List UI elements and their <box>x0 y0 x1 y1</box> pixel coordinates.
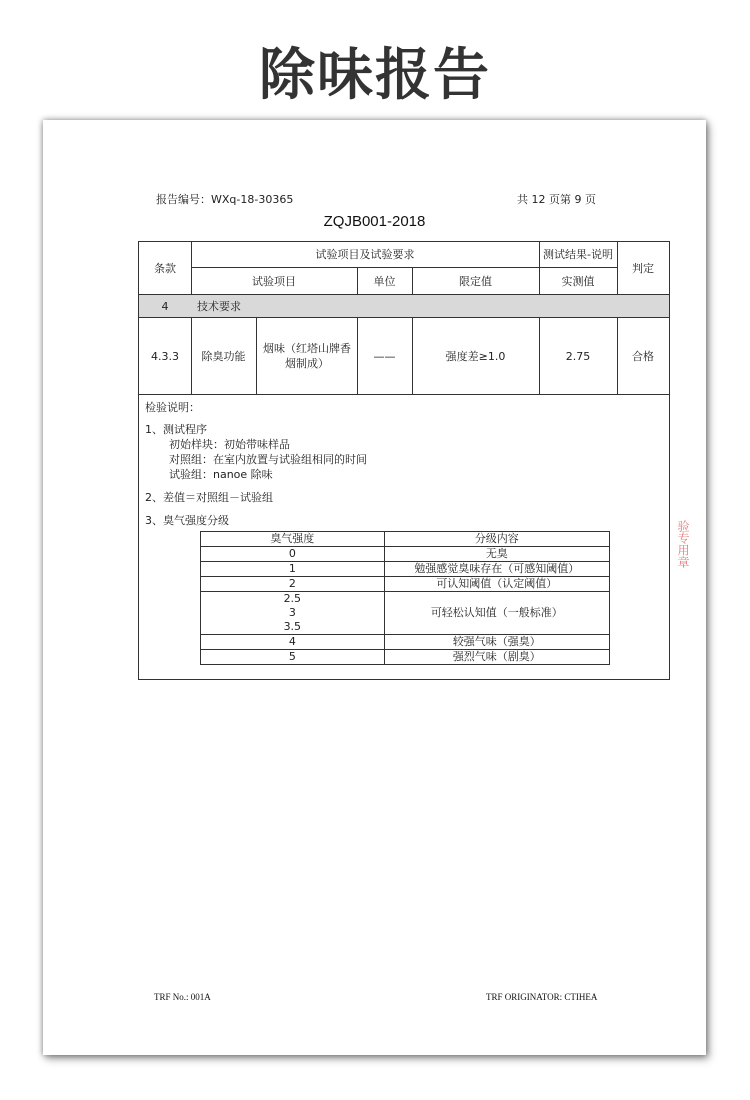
header-result-description: 测试结果-说明 <box>543 248 613 261</box>
stamp-text: 验专用章 <box>676 520 690 568</box>
odor-description: 可认知阈值（认定阈值） <box>384 577 609 592</box>
page-title: 除味报告 <box>259 43 491 108</box>
report-page <box>43 120 706 1055</box>
odor-description: 勉强感觉臭味存在（可感知阈值） <box>384 562 609 577</box>
notes-control-group: 对照组：在室内放置与试验组相同的时间 <box>169 453 367 466</box>
page-indicator: 共 12 页第 9 页 <box>517 193 596 206</box>
table-row <box>201 592 610 635</box>
section-title: 技术要求 <box>197 299 241 313</box>
odor-level: 2 <box>201 577 385 592</box>
odor-description: 较强气味（强臭） <box>384 635 609 650</box>
odor-header-level: 臭气强度 <box>201 532 385 547</box>
report-number: 报告编号：WXq-18-30365 <box>156 193 294 206</box>
standard-code: ZQJB001-2018 <box>323 213 426 230</box>
notes-title: 检验说明： <box>145 401 200 414</box>
row-judgement: 合格 <box>632 349 654 363</box>
table-row <box>201 635 610 650</box>
header-measured: 实测值 <box>561 274 595 288</box>
notes-odor-grading: 3、臭气强度分级 <box>145 514 229 527</box>
section-number: 4 <box>161 299 169 313</box>
inspection-stamp <box>676 520 720 680</box>
row-clause: 4.3.3 <box>151 349 179 363</box>
header-clause: 条款 <box>154 262 176 275</box>
header-unit: 单位 <box>373 274 396 288</box>
notes-difference: 2、差值＝对照组－试验组 <box>145 491 273 504</box>
odor-intensity-table <box>200 531 610 665</box>
notes-test-group: 试验组：nanoe 除味 <box>169 468 273 481</box>
table-row <box>201 577 610 592</box>
odor-level: 0 <box>201 547 385 562</box>
header-items-requirements: 试验项目及试验要求 <box>315 248 415 261</box>
table-row <box>201 547 610 562</box>
notes-initial-sample: 初始样块：初始带味样品 <box>169 438 290 451</box>
row-limit: 强度差≥1.0 <box>445 349 506 363</box>
notes-procedure: 1、测试程序 <box>145 423 207 436</box>
footer-trf-number: TRF No.: 001A <box>154 992 211 1002</box>
odor-description: 可轻松认知值（一般标准） <box>384 592 609 635</box>
odor-level: 1 <box>201 562 385 577</box>
header-judgement: 判定 <box>632 262 654 275</box>
odor-header-description: 分级内容 <box>384 532 609 547</box>
header-test-item: 试验项目 <box>252 274 296 288</box>
table-row <box>201 650 610 665</box>
odor-level: 4 <box>201 635 385 650</box>
table-row <box>201 562 610 577</box>
header-limit: 限定值 <box>459 274 492 288</box>
row-unit: —— <box>373 349 396 363</box>
row-test-item: 烟味（红塔山牌香烟制成） <box>263 342 351 370</box>
row-measured: 2.75 <box>565 349 591 363</box>
odor-level: 2.5 3 3.5 <box>201 592 385 635</box>
odor-description: 无臭 <box>384 547 609 562</box>
footer-trf-originator: TRF ORIGINATOR: CTIHEA <box>486 992 598 1002</box>
test-result-table <box>138 241 670 680</box>
row-function: 除臭功能 <box>201 349 246 363</box>
odor-level: 5 <box>201 650 385 665</box>
odor-description: 强烈气味（剧臭） <box>384 650 609 665</box>
